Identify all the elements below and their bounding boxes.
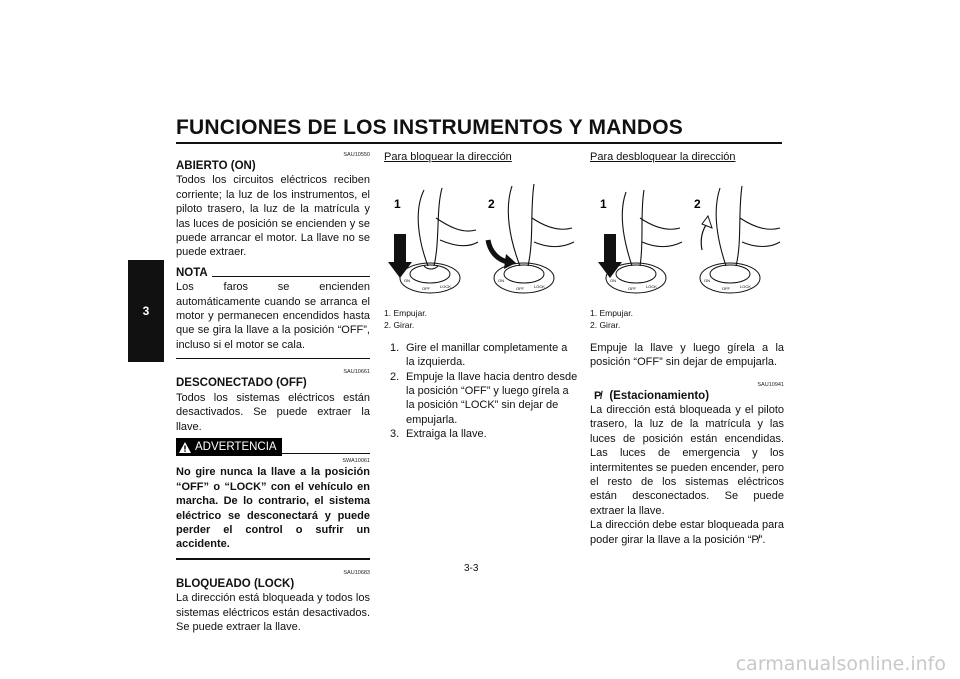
warning-text: No gire nunca la llave a la posición “OFF” o “LOCK” con el vehículo en marcha. De lo contrario, el sistema eléctrico se desconectará y puede perder el control o sufrir un accidente.: [176, 466, 370, 551]
parking-icon: P̸: [594, 389, 602, 402]
chapter-tab: 3: [128, 260, 164, 362]
svg-text:OFF: OFF: [516, 286, 524, 292]
svg-text:OFF: OFF: [722, 286, 730, 292]
caption-1: 1. Empujar.: [384, 307, 427, 318]
hand-key-2: [716, 186, 780, 266]
section-code-park: SAU10941: [757, 381, 784, 388]
hand-key-1: [418, 188, 478, 269]
text-on: Todos los circuitos eléctricos reciben corriente; la luz de los instrumentos, el piloto trasero, la luz de la matrícula y las luces de posición se encienden y se puede arrancar el motor. La llave no se puede extraer.: [176, 174, 370, 259]
warning-triangle-icon: [179, 442, 191, 453]
unlock-text: Empuje la llave y luego gírela a la posición “OFF” sin dejar de empujarla.: [590, 341, 784, 369]
heading-park: (Estacionamiento): [609, 389, 710, 402]
park-header: [590, 389, 784, 403]
turn-arrow-icon: [488, 240, 516, 269]
park-text-1: La dirección está bloqueada y el piloto trasero, la luz de la matrícula y las luces de posición están encendidas. Las luces de emergencia y los intermitentes se pueden encender, pero el resto de los sistemas eléctricos están desconectados. Se puede extraer la llave.: [590, 404, 784, 517]
warning-code: SWA10061: [342, 458, 370, 465]
title-rule: [176, 142, 782, 144]
svg-text:ON: ON: [404, 278, 410, 284]
text-lock: La dirección está bloqueada y todos los sistemas eléctricos están desactivados. Se puede extraer la llave.: [176, 592, 370, 633]
svg-text:OFF: OFF: [422, 286, 430, 292]
svg-text:OFF: OFF: [628, 286, 636, 292]
section-code-off: SAU10661: [343, 369, 370, 376]
column-1: [176, 150, 370, 634]
figure-label-1: 1: [600, 197, 607, 212]
svg-text:ON: ON: [610, 278, 616, 284]
list-item: 3. Extraiga la llave.: [390, 428, 487, 441]
figure-captions: [384, 307, 578, 331]
ignition-switch-2: [494, 263, 554, 293]
hand-key-2: [508, 184, 574, 266]
section-code-lock: SAU10683: [343, 569, 370, 576]
note-text: Los faros se encienden automáticamente cuando se arranca el motor y permanecen encendidos hasta que se gira la llave a la posición “OFF”, incluso si el motor se cala.: [176, 281, 370, 351]
svg-text:LOCK: LOCK: [534, 284, 545, 290]
svg-text:LOCK: LOCK: [740, 284, 751, 290]
heading-lock: BLOQUEADO (LOCK): [176, 577, 295, 590]
lock-procedure-title: Para bloquear la dirección: [384, 151, 512, 163]
hand-key-1: [622, 190, 682, 266]
caption-2: 2. Girar.: [384, 319, 415, 330]
lock-steering-figure: [384, 170, 578, 298]
ignition-switch-1: [400, 263, 460, 293]
warning-line: [282, 453, 370, 454]
note-header: [176, 266, 370, 280]
text-off: Todos los sistemas eléctricos están desactivados. Se puede extraer la llave.: [176, 391, 370, 433]
figure-captions: [590, 307, 784, 331]
column-2: [384, 150, 578, 442]
warning-badge: [176, 438, 282, 456]
svg-text:LOCK: LOCK: [440, 284, 451, 290]
caption-2: 2. Girar.: [590, 319, 621, 330]
unlock-steering-figure: [590, 170, 784, 298]
section-code-on: SAU10550: [343, 152, 370, 158]
note-end-rule: [176, 358, 370, 359]
heading-off: DESCONECTADO (OFF): [176, 377, 307, 390]
column-3: [590, 150, 784, 547]
note-line: [212, 276, 370, 277]
figure-label-2: 2: [488, 197, 495, 212]
figure-label-1: 1: [394, 197, 401, 212]
caption-1: 1. Empujar.: [590, 307, 633, 318]
warning-header: [176, 438, 370, 456]
warning-label: ADVERTENCIA: [195, 440, 277, 453]
heading-on: ABIERTO (ON): [176, 160, 256, 172]
figure-label-2: 2: [694, 197, 701, 212]
lock-steps-list: [384, 341, 578, 442]
watermark: carmanualsonline.info: [735, 653, 946, 675]
ignition-switch-2: [700, 263, 760, 293]
svg-text:ON: ON: [498, 278, 504, 284]
park-text-2: La dirección debe estar bloqueada para poder girar la llave a la posición “P̸”.: [590, 519, 784, 546]
note-label: NOTA: [176, 266, 208, 279]
warning-end-rule: [176, 558, 370, 560]
page-number: 3-3: [464, 563, 479, 574]
list-item: 1. Gire el manillar completamente a la izquierda.: [390, 341, 568, 369]
page-title: FUNCIONES DE LOS INSTRUMENTOS Y MANDOS: [176, 116, 683, 139]
svg-text:LOCK: LOCK: [646, 284, 657, 290]
turn-arrow-icon: [701, 216, 712, 250]
svg-text:ON: ON: [704, 278, 710, 284]
list-item: 2. Empuje la llave hacia dentro desde la posición “OFF” y luego gírela a la posición “LOCK” sin dejar de empujarla.: [390, 370, 578, 426]
unlock-procedure-title: Para desbloquear la dirección: [590, 151, 736, 163]
